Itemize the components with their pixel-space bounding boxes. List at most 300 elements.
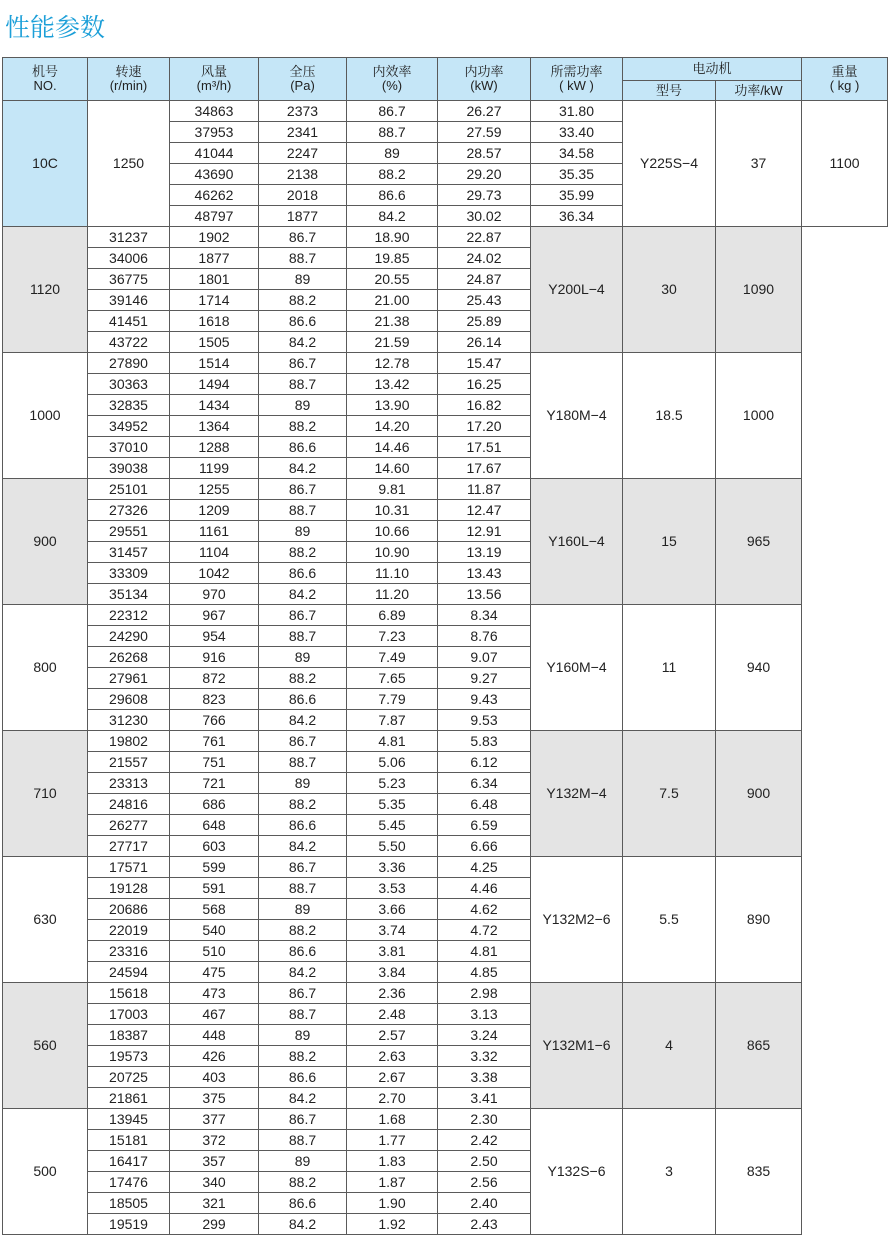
required-power-cell: 17.20 [438,416,531,437]
internal-power-cell: 30.02 [438,206,531,227]
internal-power-cell: 11.10 [347,563,438,584]
pressure-cell: 1199 [170,458,259,479]
required-power-cell: 13.19 [438,542,531,563]
required-power-cell: 2.40 [438,1193,531,1214]
internal-power-cell: 5.06 [347,752,438,773]
internal-power-cell: 7.87 [347,710,438,731]
efficiency-cell: 84.2 [347,206,438,227]
pressure-cell: 467 [170,1004,259,1025]
required-power-cell: 4.85 [438,962,531,983]
airflow-cell: 39038 [88,458,170,479]
airflow-cell: 27961 [88,668,170,689]
pressure-cell: 299 [170,1214,259,1235]
motor-type-cell: Y160L−4 [531,479,623,605]
required-power-cell: 25.89 [438,311,531,332]
speed-group [3,857,888,983]
efficiency-cell: 89 [259,395,347,416]
airflow-cell: 17571 [88,857,170,878]
pressure-cell: 2373 [259,101,347,122]
required-power-cell: 24.02 [438,248,531,269]
required-power-cell: 4.62 [438,899,531,920]
required-power-cell: 4.72 [438,920,531,941]
required-power-cell: 2.30 [438,1109,531,1130]
airflow-cell: 19519 [88,1214,170,1235]
internal-power-cell: 4.81 [347,731,438,752]
airflow-cell: 36775 [88,269,170,290]
airflow-cell: 34006 [88,248,170,269]
header-motor-type: 型号 [623,81,716,101]
motor-power-cell: 4 [623,983,716,1109]
airflow-cell: 16417 [88,1151,170,1172]
internal-power-cell: 1.90 [347,1193,438,1214]
pressure-cell: 1364 [170,416,259,437]
speed-cell: 1120 [3,227,88,353]
airflow-cell: 29551 [88,521,170,542]
required-power-cell: 6.34 [438,773,531,794]
header-motor-power: 功率/kW [716,81,802,101]
required-power-cell: 2.50 [438,1151,531,1172]
airflow-cell: 46262 [170,185,259,206]
internal-power-cell: 3.74 [347,920,438,941]
motor-power-cell: 37 [716,101,802,227]
internal-power-cell: 7.49 [347,647,438,668]
required-power-cell: 16.25 [438,374,531,395]
airflow-cell: 18387 [88,1025,170,1046]
efficiency-cell: 88.2 [259,542,347,563]
required-power-cell: 9.53 [438,710,531,731]
required-power-cell: 15.47 [438,353,531,374]
pressure-cell: 766 [170,710,259,731]
airflow-cell: 31237 [88,227,170,248]
efficiency-cell: 86.6 [347,185,438,206]
pressure-cell: 916 [170,647,259,668]
pressure-cell: 1801 [170,269,259,290]
internal-power-cell: 10.31 [347,500,438,521]
efficiency-cell: 88.2 [259,1172,347,1193]
internal-power-cell: 5.35 [347,794,438,815]
weight-cell: 1000 [716,353,802,479]
pressure-cell: 2341 [259,122,347,143]
airflow-cell: 19573 [88,1046,170,1067]
pressure-cell: 1902 [170,227,259,248]
performance-table [2,57,888,1235]
weight-cell: 865 [716,983,802,1109]
weight-cell: 835 [716,1109,802,1235]
efficiency-cell: 86.7 [259,227,347,248]
pressure-cell: 1288 [170,437,259,458]
pressure-cell: 1104 [170,542,259,563]
internal-power-cell: 7.79 [347,689,438,710]
efficiency-cell: 88.2 [259,794,347,815]
table-row [3,101,888,122]
airflow-cell: 30363 [88,374,170,395]
pressure-cell: 377 [170,1109,259,1130]
efficiency-cell: 89 [259,521,347,542]
required-power-cell: 6.66 [438,836,531,857]
airflow-cell: 23313 [88,773,170,794]
required-power-cell: 2.43 [438,1214,531,1235]
weight-cell: 965 [716,479,802,605]
efficiency-cell: 86.7 [259,605,347,626]
internal-power-cell: 2.63 [347,1046,438,1067]
efficiency-cell: 86.7 [259,731,347,752]
efficiency-cell: 86.7 [259,857,347,878]
required-power-cell: 4.81 [438,941,531,962]
required-power-cell: 35.35 [531,164,623,185]
table-header [3,58,888,101]
efficiency-cell: 84.2 [259,1214,347,1235]
efficiency-cell: 86.7 [259,479,347,500]
table-row [3,227,888,248]
airflow-cell: 19128 [88,878,170,899]
pressure-cell: 721 [170,773,259,794]
pressure-cell: 1494 [170,374,259,395]
internal-power-cell: 7.23 [347,626,438,647]
airflow-cell: 21861 [88,1088,170,1109]
page-title: 性能参数 [5,13,106,42]
efficiency-cell: 84.2 [259,458,347,479]
internal-power-cell: 21.59 [347,332,438,353]
table-row [3,857,888,878]
motor-power-cell: 7.5 [623,731,716,857]
efficiency-cell: 88.2 [347,164,438,185]
internal-power-cell: 2.48 [347,1004,438,1025]
efficiency-cell: 86.6 [259,311,347,332]
airflow-cell: 18505 [88,1193,170,1214]
airflow-cell: 20686 [88,899,170,920]
internal-power-cell: 14.20 [347,416,438,437]
motor-type-cell: Y132M−4 [531,731,623,857]
efficiency-cell: 84.2 [259,1088,347,1109]
internal-power-cell: 11.20 [347,584,438,605]
airflow-cell: 34863 [170,101,259,122]
internal-power-cell: 21.38 [347,311,438,332]
internal-power-cell: 2.36 [347,983,438,1004]
internal-power-cell: 2.70 [347,1088,438,1109]
motor-power-cell: 5.5 [623,857,716,983]
motor-power-cell: 11 [623,605,716,731]
efficiency-cell: 89 [259,647,347,668]
header-efficiency: 内效率 (%) [347,58,438,101]
motor-type-cell: Y200L−4 [531,227,623,353]
required-power-cell: 33.40 [531,122,623,143]
efficiency-cell: 86.6 [259,1067,347,1088]
required-power-cell: 5.83 [438,731,531,752]
airflow-cell: 24816 [88,794,170,815]
header-pressure: 全压 (Pa) [259,58,347,101]
weight-cell: 940 [716,605,802,731]
required-power-cell: 3.38 [438,1067,531,1088]
airflow-cell: 21557 [88,752,170,773]
required-power-cell: 9.07 [438,647,531,668]
pressure-cell: 448 [170,1025,259,1046]
airflow-cell: 24594 [88,962,170,983]
internal-power-cell: 1.92 [347,1214,438,1235]
efficiency-cell: 88.7 [259,248,347,269]
pressure-cell: 1042 [170,563,259,584]
pressure-cell: 1434 [170,395,259,416]
speed-cell: 800 [3,605,88,731]
required-power-cell: 16.82 [438,395,531,416]
airflow-cell: 35134 [88,584,170,605]
internal-power-cell: 12.78 [347,353,438,374]
efficiency-cell: 88.7 [259,1004,347,1025]
speed-cell: 900 [3,479,88,605]
pressure-cell: 1255 [170,479,259,500]
internal-power-cell: 1.77 [347,1130,438,1151]
internal-power-cell: 5.50 [347,836,438,857]
speed-cell: 710 [3,731,88,857]
required-power-cell: 2.42 [438,1130,531,1151]
internal-power-cell: 27.59 [438,122,531,143]
efficiency-cell: 88.2 [259,920,347,941]
header-motor: 电动机 [623,58,802,81]
motor-power-cell: 30 [623,227,716,353]
pressure-cell: 473 [170,983,259,1004]
efficiency-cell: 88.7 [259,626,347,647]
internal-power-cell: 13.90 [347,395,438,416]
airflow-cell: 31457 [88,542,170,563]
airflow-cell: 27890 [88,353,170,374]
required-power-cell: 13.43 [438,563,531,584]
pressure-cell: 568 [170,899,259,920]
internal-power-cell: 1.83 [347,1151,438,1172]
header-airflow: 风量 (m³/h) [170,58,259,101]
required-power-cell: 12.91 [438,521,531,542]
airflow-cell: 29608 [88,689,170,710]
internal-power-cell: 5.45 [347,815,438,836]
pressure-cell: 823 [170,689,259,710]
internal-power-cell: 2.67 [347,1067,438,1088]
airflow-cell: 33309 [88,563,170,584]
airflow-cell: 37953 [170,122,259,143]
airflow-cell: 34952 [88,416,170,437]
pressure-cell: 591 [170,878,259,899]
motor-type-cell: Y132M1−6 [531,983,623,1109]
required-power-cell: 6.48 [438,794,531,815]
motor-type-cell: Y225S−4 [623,101,716,227]
airflow-cell: 13945 [88,1109,170,1130]
motor-type-cell: Y132S−6 [531,1109,623,1235]
airflow-cell: 19802 [88,731,170,752]
efficiency-cell: 88.7 [259,878,347,899]
required-power-cell: 17.51 [438,437,531,458]
internal-power-cell: 10.66 [347,521,438,542]
internal-power-cell: 9.81 [347,479,438,500]
efficiency-cell: 84.2 [259,584,347,605]
pressure-cell: 1514 [170,353,259,374]
required-power-cell: 26.14 [438,332,531,353]
internal-power-cell: 3.36 [347,857,438,878]
pressure-cell: 1618 [170,311,259,332]
efficiency-cell: 86.6 [259,815,347,836]
required-power-cell: 8.76 [438,626,531,647]
airflow-cell: 31230 [88,710,170,731]
motor-type-cell: Y180M−4 [531,353,623,479]
efficiency-cell: 84.2 [259,962,347,983]
speed-group [3,479,888,605]
internal-power-cell: 6.89 [347,605,438,626]
airflow-cell: 26277 [88,815,170,836]
efficiency-cell: 86.7 [259,353,347,374]
airflow-cell: 41451 [88,311,170,332]
required-power-cell: 4.25 [438,857,531,878]
speed-group [3,227,888,353]
internal-power-cell: 3.84 [347,962,438,983]
weight-cell: 890 [716,857,802,983]
internal-power-cell: 19.85 [347,248,438,269]
required-power-cell: 11.87 [438,479,531,500]
speed-group [3,1109,888,1235]
motor-type-cell: Y132M2−6 [531,857,623,983]
pressure-cell: 751 [170,752,259,773]
required-power-cell: 9.43 [438,689,531,710]
required-power-cell: 13.56 [438,584,531,605]
efficiency-cell: 86.7 [259,1109,347,1130]
efficiency-cell: 89 [259,899,347,920]
efficiency-cell: 84.2 [259,332,347,353]
table-row [3,353,888,374]
pressure-cell: 475 [170,962,259,983]
pressure-cell: 340 [170,1172,259,1193]
internal-power-cell: 5.23 [347,773,438,794]
airflow-cell: 15181 [88,1130,170,1151]
airflow-cell: 26268 [88,647,170,668]
airflow-cell: 32835 [88,395,170,416]
efficiency-cell: 88.2 [259,416,347,437]
airflow-cell: 23316 [88,941,170,962]
internal-power-cell: 3.81 [347,941,438,962]
speed-group [3,731,888,857]
required-power-cell: 3.32 [438,1046,531,1067]
header-model-no: 机号 NO. [3,58,88,101]
efficiency-cell: 89 [347,143,438,164]
internal-power-cell: 1.87 [347,1172,438,1193]
airflow-cell: 25101 [88,479,170,500]
internal-power-cell: 14.46 [347,437,438,458]
pressure-cell: 357 [170,1151,259,1172]
efficiency-cell: 89 [259,269,347,290]
efficiency-cell: 84.2 [259,710,347,731]
required-power-cell: 2.56 [438,1172,531,1193]
airflow-cell: 27326 [88,500,170,521]
pressure-cell: 872 [170,668,259,689]
internal-power-cell: 26.27 [438,101,531,122]
internal-power-cell: 7.65 [347,668,438,689]
required-power-cell: 2.98 [438,983,531,1004]
airflow-cell: 48797 [170,206,259,227]
efficiency-cell: 88.7 [259,752,347,773]
airflow-cell: 24290 [88,626,170,647]
internal-power-cell: 10.90 [347,542,438,563]
internal-power-cell: 29.73 [438,185,531,206]
header-internal-power: 内功率 (kW) [438,58,531,101]
motor-power-cell: 18.5 [623,353,716,479]
pressure-cell: 375 [170,1088,259,1109]
airflow-cell: 22312 [88,605,170,626]
efficiency-cell: 86.6 [259,563,347,584]
required-power-cell: 36.34 [531,206,623,227]
required-power-cell: 12.47 [438,500,531,521]
speed-group [3,605,888,731]
pressure-cell: 686 [170,794,259,815]
pressure-cell: 2018 [259,185,347,206]
weight-cell: 1090 [716,227,802,353]
pressure-cell: 510 [170,941,259,962]
internal-power-cell: 28.57 [438,143,531,164]
required-power-cell: 34.58 [531,143,623,164]
efficiency-cell: 86.7 [347,101,438,122]
efficiency-cell: 88.2 [259,668,347,689]
pressure-cell: 970 [170,584,259,605]
speed-cell: 1000 [3,353,88,479]
header-speed: 转速 (r/min) [88,58,170,101]
speed-group [3,353,888,479]
table-row [3,605,888,626]
table-row [3,731,888,752]
required-power-cell: 25.43 [438,290,531,311]
airflow-cell: 17476 [88,1172,170,1193]
motor-power-cell: 15 [623,479,716,605]
required-power-cell: 31.80 [531,101,623,122]
pressure-cell: 372 [170,1130,259,1151]
internal-power-cell: 3.66 [347,899,438,920]
pressure-cell: 321 [170,1193,259,1214]
speed-cell: 630 [3,857,88,983]
efficiency-cell: 86.6 [259,437,347,458]
pressure-cell: 1877 [259,206,347,227]
internal-power-cell: 14.60 [347,458,438,479]
efficiency-cell: 86.6 [259,1193,347,1214]
efficiency-cell: 88.2 [259,1046,347,1067]
pressure-cell: 540 [170,920,259,941]
internal-power-cell: 29.20 [438,164,531,185]
airflow-cell: 22019 [88,920,170,941]
efficiency-cell: 88.7 [259,374,347,395]
pressure-cell: 648 [170,815,259,836]
efficiency-cell: 84.2 [259,836,347,857]
table-row [3,983,888,1004]
efficiency-cell: 88.2 [259,290,347,311]
pressure-cell: 1877 [170,248,259,269]
pressure-cell: 1161 [170,521,259,542]
header-weight: 重量 ( kg ) [802,58,888,101]
pressure-cell: 954 [170,626,259,647]
required-power-cell: 3.13 [438,1004,531,1025]
required-power-cell: 22.87 [438,227,531,248]
pressure-cell: 1209 [170,500,259,521]
pressure-cell: 2247 [259,143,347,164]
required-power-cell: 3.41 [438,1088,531,1109]
pressure-cell: 967 [170,605,259,626]
efficiency-cell: 88.7 [347,122,438,143]
speed-group [3,983,888,1109]
efficiency-cell: 89 [259,773,347,794]
efficiency-cell: 86.6 [259,941,347,962]
speed-group [3,101,888,227]
required-power-cell: 24.87 [438,269,531,290]
internal-power-cell: 13.42 [347,374,438,395]
speed-cell: 500 [3,1109,88,1235]
airflow-cell: 37010 [88,437,170,458]
efficiency-cell: 89 [259,1025,347,1046]
efficiency-cell: 88.7 [259,1130,347,1151]
efficiency-cell: 86.7 [259,983,347,1004]
motor-type-cell: Y160M−4 [531,605,623,731]
pressure-cell: 426 [170,1046,259,1067]
model-cell: 10C [3,101,88,227]
required-power-cell: 6.59 [438,815,531,836]
